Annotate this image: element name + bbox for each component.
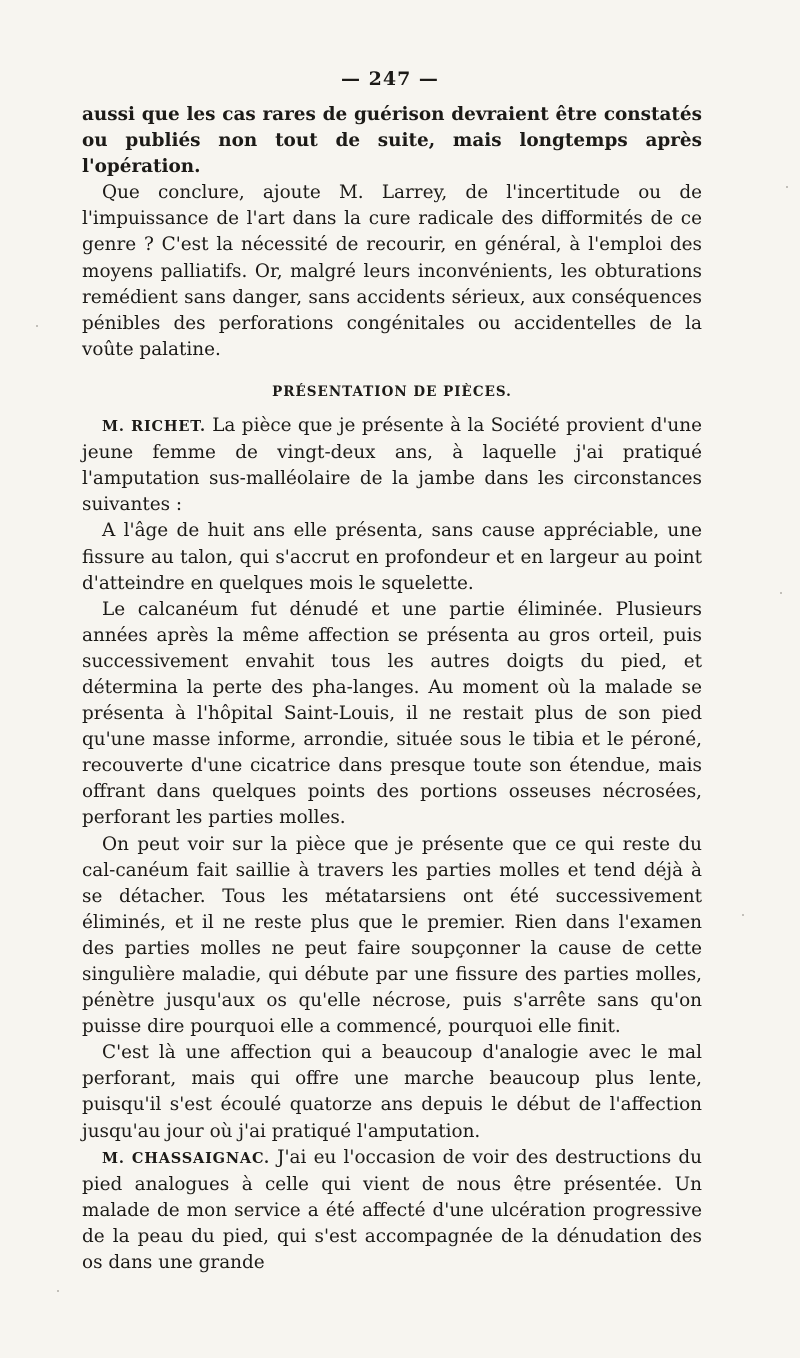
page-number: — 247 — — [341, 68, 439, 90]
paragraph-analogy: C'est là une affection qui a beaucoup d'analogie avec le mal perforant, mais qui offre une marche beaucoup plus lente, puisqu'il s'est écoulé quatorze ans depuis le début de l'affection jusqu'au jour où j'ai pratiqué l'amputation. — [82, 1042, 702, 1142]
paper-speck — [780, 592, 782, 594]
paper-speck — [742, 914, 744, 916]
paragraph-larrey-conclusion: Que conclure, ajoute M. Larrey, de l'incertitude ou de l'impuissance de l'art dans la cure radicale des difformités de ce genre ? C'est la nécessité de recourir, en général, à l'emploi des moyens palliatifs. Or, malgré leurs inconvénients, les obturations remédient sans danger, sans accidents sérieux, aux conséquences pénibles des perforations congénitales ou accidentelles de la voûte palatine. — [82, 182, 702, 360]
paragraph-fissure-history: A l'âge de huit ans elle présenta, sans cause appréciable, une fissure au talon, qui s'accrut en profondeur et en largeur au point d'atteindre en quelques mois le squelette. — [82, 520, 702, 594]
paper-speck — [36, 325, 38, 327]
paragraph-chassaignac — [82, 1145, 702, 1276]
speaker-name: M. RICHET. — [102, 418, 206, 436]
paragraph-continuation: aussi que les cas rares de guérison devraient être constatés ou publiés non tout de suite, mais longtemps après l'opération. — [82, 104, 702, 178]
section-heading: PRÉSENTATION DE PIÈCES. — [272, 383, 512, 400]
paragraph-calcaneum: Le calcanéum fut dénudé et une partie éliminée. Plusieurs années après la même affection se présenta au gros orteil, puis successivement envahit tous les autres doigts du pied, et détermina la perte des pha-langes. Au moment où la malade se présenta à l'hôpital Saint-Louis, il ne restait plus de son pied qu'une masse informe, arrondie, située sous le tibia et le péroné, recouverte d'une cicatrice dans presque toute son étendue, mais offrant dans quelques points des portions osseuses nécrosées, perforant les parties molles. — [82, 598, 702, 829]
paper-speck — [786, 186, 788, 188]
paper-speck — [520, 1190, 522, 1192]
speaker-name: M. CHASSAIGNAC. — [102, 1149, 270, 1167]
body-text — [82, 102, 702, 1276]
paragraph-text: La pièce que je présente à la Société provient d'une jeune femme de vingt-deux ans, à laquelle j'ai pratiqué l'amputation sus-malléolaire de la jambe dans les circonstances suivantes : — [82, 415, 702, 516]
paragraph-specimen-description: On peut voir sur la pièce que je présente que ce qui reste du cal-canéum fait saillie à travers les parties molles et tend déjà à se détacher. Tous les métatarsiens ont été successivement éliminés, et il ne reste plus que le premier. Rien dans l'examen des parties molles ne peut faire soupçonner la cause de cette singulière maladie, qui débute par une fissure des parties molles, pénètre jusqu'aux os qu'elle nécrose, puis s'arrête sans qu'on puisse dire pourquoi elle a commencé, pourquoi elle finit. — [82, 833, 702, 1038]
paper-speck — [57, 1290, 59, 1292]
paragraph-text: J'ai eu l'occasion de voir des destructions du pied analogues à celle qui vient de nous être présentée. Un malade de mon service a été affecté d'une ulcération progressive de la peau du pied, qui s'est accompagnée de la dénudation des os dans une grande — [82, 1146, 702, 1274]
paragraph-richet-intro — [82, 413, 702, 518]
